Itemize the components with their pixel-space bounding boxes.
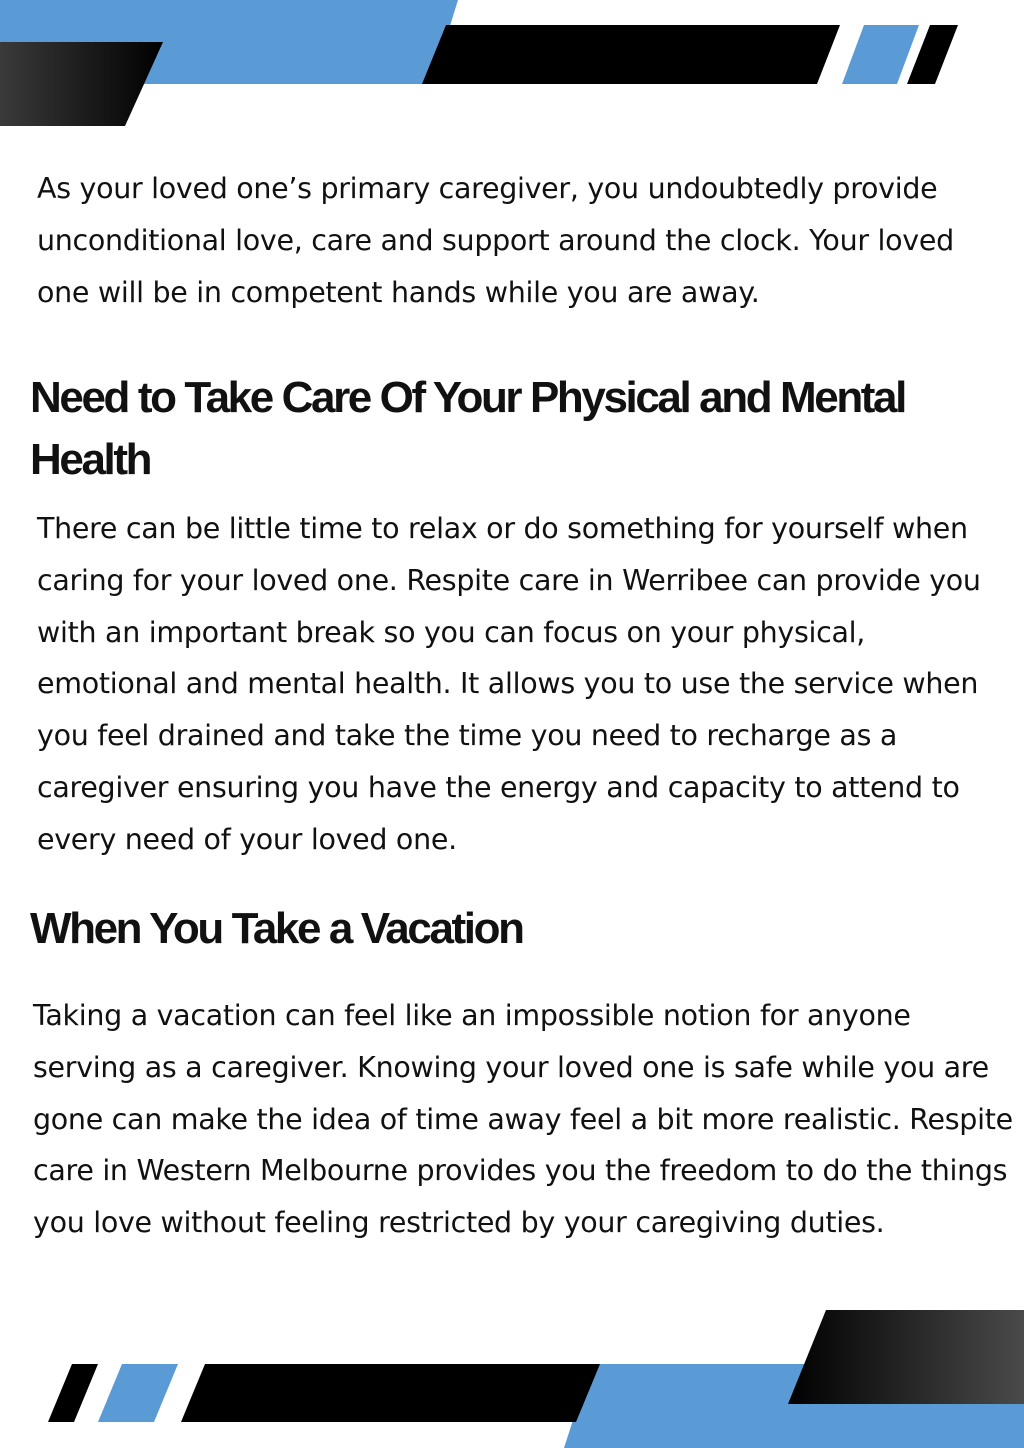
- bottom-decorative-banner: [0, 1300, 1024, 1448]
- section-heading-vacation: When You Take a Vacation: [30, 904, 523, 953]
- bottom-blue-slash: [98, 1364, 178, 1422]
- section-paragraph-health: There can be little time to relax or do something for yourself when caring for your loved one. Respite care in Werribee can provide you with an important break so you can focus on your physical, emotional and mental health. It allows you to use the service when you feel drained and take the time you need to recharge as a caregiver ensuring you have the energy and capacity to attend to every need of your loved one.: [37, 512, 981, 856]
- top-black-bar: [422, 25, 840, 84]
- bottom-black-bar: [181, 1364, 600, 1422]
- section-paragraph-vacation: Taking a vacation can feel like an impossible notion for anyone serving as a caregiver. Knowing your loved one is safe while you are gone can make the idea of time away feel a bit more realistic. Respite care in Western Melbourne provides you the freedom to do the things you love without feeling restricted by your caregiving duties.: [33, 999, 1013, 1240]
- intro-paragraph: As your loved one’s primary caregiver, you undoubtedly provide unconditional love, care and support around the clock. Your loved one will be in competent hands while you are away.: [37, 172, 954, 309]
- top-blue-slash: [842, 25, 919, 84]
- section-heading-health: Need to Take Care Of Your Physical and Mental Health: [30, 373, 905, 484]
- bottom-gradient-stripe: [788, 1310, 1024, 1404]
- top-gradient-stripe: [0, 42, 163, 126]
- top-decorative-banner: [0, 0, 1024, 130]
- bottom-black-slash: [48, 1364, 98, 1422]
